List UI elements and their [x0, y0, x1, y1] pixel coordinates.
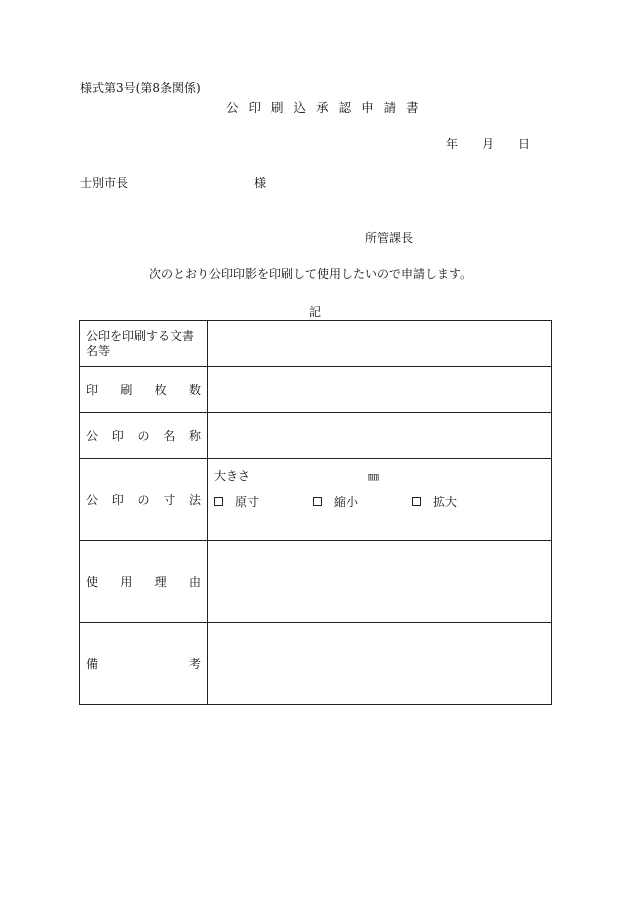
remarks-field[interactable]	[208, 623, 552, 705]
seal-size-field	[208, 459, 552, 541]
row-label-seal-name	[80, 413, 208, 459]
label-char: 由	[188, 575, 201, 589]
label-char: 考	[188, 657, 201, 671]
label-char: 称	[188, 429, 201, 443]
application-table	[79, 320, 552, 705]
label-char: 名	[163, 429, 176, 443]
table-row	[80, 413, 552, 459]
title-char: 申	[361, 100, 374, 115]
table-row	[80, 321, 552, 367]
applicant-title: 所管課長	[365, 231, 414, 245]
seal-name-field[interactable]	[208, 413, 552, 459]
label-char: 枚	[154, 383, 167, 397]
title-char: 承	[316, 100, 329, 115]
option-reduce[interactable]	[313, 493, 358, 510]
row-label-usage-reason	[80, 541, 208, 623]
label-char: 印	[111, 429, 124, 443]
print-count-field[interactable]	[208, 367, 552, 413]
table-row	[80, 623, 552, 705]
title-char: 認	[338, 100, 352, 115]
table-row	[80, 367, 552, 413]
option-enlarge[interactable]	[412, 493, 457, 510]
table-row	[80, 541, 552, 623]
option-label: 原寸	[235, 495, 260, 509]
checkbox-icon[interactable]	[412, 497, 421, 506]
table-row	[80, 459, 552, 541]
title-char: 込	[293, 100, 307, 115]
title-char: 印	[248, 100, 262, 115]
date-year-label: 年	[446, 137, 459, 151]
label-char: 使	[86, 575, 99, 589]
label-char: 法	[188, 493, 201, 507]
row-label-remarks	[80, 623, 208, 705]
label-char: 寸	[163, 493, 176, 507]
option-label: 縮小	[334, 495, 359, 509]
option-label: 拡大	[433, 495, 458, 509]
size-unit: ㎜	[368, 470, 380, 483]
document-name-label: 公印を印刷する文書名等	[86, 328, 195, 358]
option-actual-size[interactable]	[214, 493, 259, 510]
form-number: 様式第3号(第8条関係)	[80, 81, 201, 95]
size-label: 大きさ	[214, 469, 251, 483]
request-statement: 次のとおり公印印影を印刷して使用したいので申請します。	[149, 267, 473, 281]
title-char: 書	[406, 100, 419, 115]
addressee-name: 士別市長	[80, 176, 129, 190]
label-char: 理	[154, 575, 167, 589]
document-name-field[interactable]	[208, 321, 552, 367]
document-title	[226, 102, 429, 115]
title-char: 刷	[271, 100, 284, 115]
addressee-honorific: 様	[254, 176, 267, 190]
checkbox-icon[interactable]	[313, 497, 322, 506]
date-line	[446, 138, 530, 150]
title-char: 請	[383, 100, 397, 115]
date-month-label: 月	[482, 137, 495, 151]
label-char: 公	[86, 429, 99, 443]
row-label-seal-size	[80, 459, 208, 541]
row-label-print-count	[80, 367, 208, 413]
label-char: の	[137, 429, 150, 443]
label-char: 公	[86, 493, 99, 507]
checkbox-icon[interactable]	[214, 497, 223, 506]
ki-heading: 記	[309, 305, 322, 319]
usage-reason-field[interactable]	[208, 541, 552, 623]
label-char: 用	[120, 575, 133, 589]
label-char: の	[137, 493, 150, 507]
label-char: 印	[86, 383, 99, 397]
date-day-label: 日	[518, 137, 531, 151]
label-char: 備	[86, 657, 99, 671]
label-char: 刷	[120, 383, 133, 397]
title-char: 公	[226, 100, 239, 115]
label-char: 印	[111, 493, 124, 507]
row-label-document-name	[80, 321, 208, 367]
label-char: 数	[188, 383, 201, 397]
